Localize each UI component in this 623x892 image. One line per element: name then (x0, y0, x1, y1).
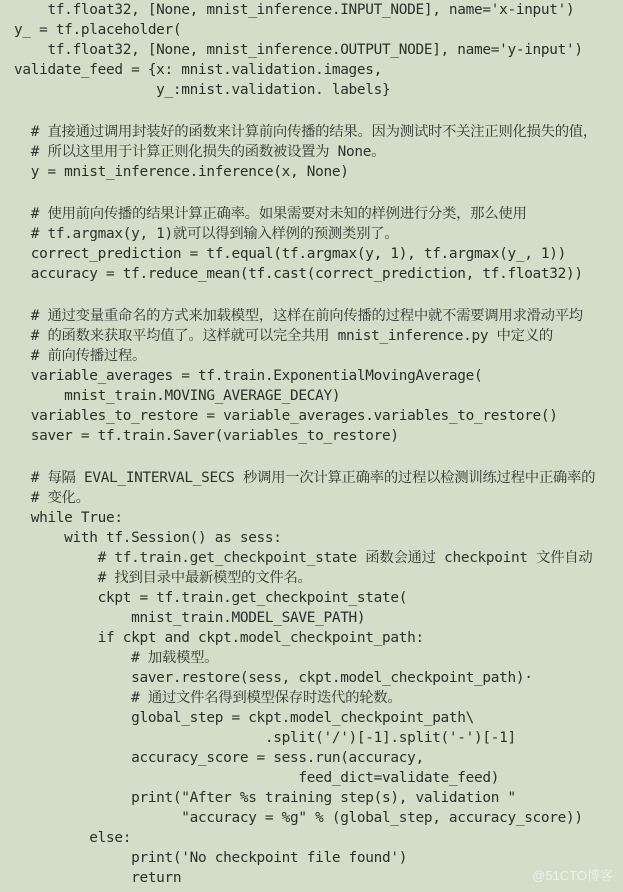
code-line: y_:mnist.validation. labels} (14, 82, 391, 98)
code-line: mnist_train.MODEL_SAVE_PATH) (14, 610, 366, 626)
code-line: ckpt = tf.train.get_checkpoint_state( (14, 590, 408, 606)
code-line: if ckpt and ckpt.model_checkpoint_path: (14, 630, 424, 646)
code-line: correct_prediction = tf.equal(tf.argmax(y, 1), tf.argmax(y_, 1)) (14, 246, 567, 262)
code-comment-line: # 使用前向传播的结果计算正确率。如果需要对未知的样例进行分类，那么使用 (14, 206, 527, 222)
code-comment-line: # 加载模型。 (14, 650, 219, 666)
code-comment-line: # 每隔 EVAL_INTERVAL_SECS 秒调用一次计算正确率的过程以检测训练过程中正确率的 (14, 470, 596, 486)
code-line: else: (14, 830, 132, 846)
code-line: mnist_train.MOVING_AVERAGE_DECAY) (14, 388, 341, 404)
code-line: .split('/')[-1].split('-')[-1] (14, 730, 516, 746)
code-line: validate_feed = {x: mnist.validation.images, (14, 62, 383, 78)
code-line: tf.float32, [None, mnist_inference.OUTPUT_NODE], name='y-input') (14, 42, 583, 58)
code-line: y = mnist_inference.inference(x, None) (14, 164, 349, 180)
code-line: print('No checkpoint file found') (14, 850, 408, 866)
code-line: with tf.Session() as sess: (14, 530, 282, 546)
code-line: "accuracy = %g" % (global_step, accuracy_score)) (14, 810, 583, 826)
code-line: accuracy_score = sess.run(accuracy, (14, 750, 424, 766)
code-line: feed_dict=validate_feed) (14, 770, 500, 786)
code-comment-line: # 前向传播过程。 (14, 348, 147, 364)
code-line: y_ = tf.placeholder( (14, 22, 182, 38)
code-comment-line: # 找到目录中最新模型的文件名。 (14, 570, 312, 586)
code-line: print("After %s training step(s), validation " (14, 790, 516, 806)
code-comment-line: # 通过变量重命名的方式来加载模型，这样在前向传播的过程中就不需要调用求滑动平均 (14, 308, 583, 324)
code-line: while True: (14, 510, 123, 526)
code-line: accuracy = tf.reduce_mean(tf.cast(correct_prediction, tf.float32)) (14, 266, 583, 282)
code-line: return (14, 870, 182, 886)
code-comment-line: # 直接通过调用封装好的函数来计算前向传播的结果。因为测试时不关注正则化损失的值， (14, 124, 597, 140)
code-comment-line: # 变化。 (14, 490, 90, 506)
code-comment-line: # 的函数来获取平均值了。这样就可以完全共用 mnist_inference.py 中定义的 (14, 328, 553, 344)
code-line: saver = tf.train.Saver(variables_to_restore) (14, 428, 399, 444)
code-line: tf.float32, [None, mnist_inference.INPUT_NODE], name='x-input') (14, 2, 575, 18)
code-comment-line: # tf.train.get_checkpoint_state 函数会通过 checkpoint 文件自动 (14, 550, 593, 566)
code-comment-line: # tf.argmax(y, 1)就可以得到输入样例的预测类别了。 (14, 226, 399, 242)
code-comment-line: # 所以这里用于计算正则化损失的函数被设置为 None。 (14, 144, 386, 160)
code-line: variables_to_restore = variable_averages.variables_to_restore() (14, 408, 558, 424)
code-line: saver.restore(sess, ckpt.model_checkpoint_path)· (14, 670, 533, 686)
code-line: variable_averages = tf.train.ExponentialMovingAverage( (14, 368, 483, 384)
code-line: global_step = ckpt.model_checkpoint_path\ (14, 710, 475, 726)
watermark: @51CTO博客 (532, 868, 613, 883)
code-comment-line: # 通过文件名得到模型保存时迭代的轮数。 (14, 690, 402, 706)
